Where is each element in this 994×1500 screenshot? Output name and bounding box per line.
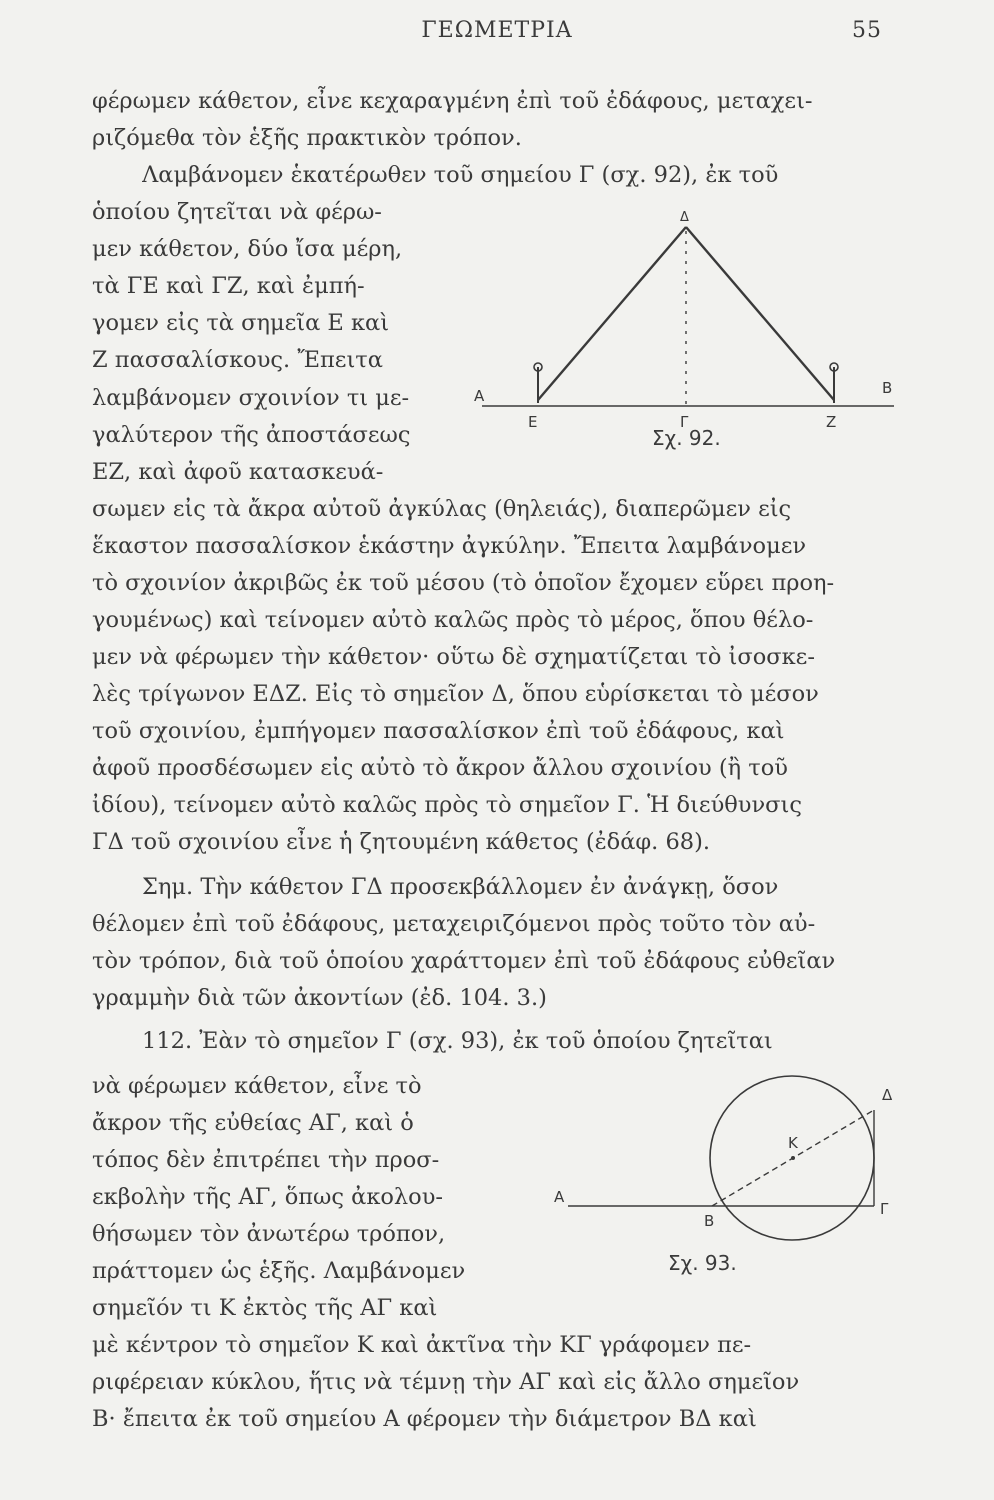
label-g: Γ bbox=[680, 413, 689, 431]
side-ed bbox=[538, 227, 686, 400]
page-number: 55 bbox=[852, 18, 882, 43]
running-header-title: ΓΕΩΜΕΤΡΙΑ bbox=[421, 18, 573, 43]
label-a: Α bbox=[474, 387, 485, 405]
text-line: ριζόμεθα τὸν ἑξῆς πρακτικὸν τρόπον. bbox=[92, 125, 522, 151]
side-dz bbox=[686, 227, 834, 400]
label-e: Ε bbox=[528, 413, 538, 431]
text-line: γαλύτερον τῆς ἀποστάσεως bbox=[92, 422, 411, 448]
text-line: τόπος δὲν ἐπιτρέπει τὴν προσ- bbox=[92, 1147, 440, 1173]
text-line: φέρωμεν κάθετον, εἶνε κεχαραγμένη ἐπὶ τοῦ ἐδάφους, μεταχει- bbox=[92, 88, 813, 114]
text-line: ἄκρον τῆς εὐθείας ΑΓ, καὶ ὁ bbox=[92, 1110, 414, 1136]
text-line: μεν νὰ φέρωμεν τὴν κάθετον· οὕτω δὲ σχηματίζεται τὸ ἰσοσκε- bbox=[92, 644, 815, 670]
text-line: Σημ. Τὴν κάθετον ΓΔ προσεκβάλλομεν ἐν ἀνάγκῃ, ὅσον bbox=[142, 874, 779, 900]
text-line: θήσωμεν τὸν ἀνωτέρω τρόπον, bbox=[92, 1221, 446, 1247]
text-line: 112. Ἐὰν τὸ σημεῖον Γ (σχ. 93), ἐκ τοῦ ὁποίου ζητεῖται bbox=[142, 1028, 773, 1054]
text-line: μὲ κέντρον τὸ σημεῖον Κ καὶ ἀκτῖνα τὴν ΚΓ γράφομεν πε- bbox=[92, 1332, 752, 1358]
figure-92-caption: Σχ. 92. bbox=[652, 426, 721, 450]
text-line: τὸ σχοινίον ἀκριβῶς ἐκ τοῦ μέσου (τὸ ὁποῖον ἔχομεν εὕρει προη- bbox=[92, 570, 835, 596]
text-line: Ζ πασσαλίσκους. Ἔπειτα bbox=[92, 347, 383, 373]
center-k bbox=[791, 1156, 795, 1160]
label-d: Δ bbox=[882, 1086, 893, 1104]
text-line: σημεῖόν τι Κ ἐκτὸς τῆς ΑΓ καὶ bbox=[92, 1295, 438, 1321]
text-line: ὁποίου ζητεῖται νὰ φέρω- bbox=[92, 199, 382, 225]
label-b: Β bbox=[704, 1212, 715, 1230]
text-line: τὸν τρόπον, διὰ τοῦ ὁποίου χαράττομεν ἐπὶ τοῦ ἐδάφους εὐθεῖαν bbox=[92, 948, 836, 974]
text-line: νὰ φέρωμεν κάθετον, εἶνε τὸ bbox=[92, 1073, 422, 1099]
text-line: λὲς τρίγωνον ΕΔΖ. Εἰς τὸ σημεῖον Δ, ὅπου εὑρίσκεται τὸ μέσον bbox=[92, 681, 819, 707]
text-line: ριφέρειαν κύκλου, ἥτις νὰ τέμνῃ τὴν ΑΓ καὶ εἰς ἄλλο σημεῖον bbox=[92, 1369, 800, 1395]
text-line: θέλομεν ἐπὶ τοῦ ἐδάφους, μεταχειριζόμενοι πρὸς τοῦτο τὸν αὐ- bbox=[92, 911, 816, 937]
text-line: λαμβάνομεν σχοινίον τι με- bbox=[92, 385, 410, 411]
text-line: ἀφοῦ προσδέσωμεν εἰς αὐτὸ τὸ ἄκρον ἄλλου σχοινίου (ἢ τοῦ bbox=[92, 755, 788, 781]
text-line: ἰδίου), τείνομεν αὐτὸ καλῶς πρὸς τὸ σημεῖον Γ. Ἡ διεύθυνσις bbox=[92, 792, 802, 818]
label-d: Δ bbox=[680, 210, 689, 225]
text-line: ἕκαστον πασσαλίσκον ἑκάστην ἀγκύλην. Ἔπειτα λαμβάνομεν bbox=[92, 533, 807, 559]
figure-93-caption: Σχ. 93. bbox=[668, 1251, 737, 1275]
text-line: Β· ἔπειτα ἐκ τοῦ σημείου Α φέρομεν τὴν διάμετρον ΒΔ καὶ bbox=[92, 1406, 757, 1432]
text-line: πράττομεν ὡς ἑξῆς. Λαμβάνομεν bbox=[92, 1258, 466, 1284]
text-line: γουμένως) καὶ τείνομεν αὐτὸ καλῶς πρὸς τὸ μέρος, ὅπου θέλο- bbox=[92, 607, 814, 633]
label-z: Ζ bbox=[826, 413, 837, 431]
text-line: μεν κάθετον, δύο ἴσα μέρη, bbox=[92, 236, 403, 262]
text-line: εκβολὴν τῆς ΑΓ, ὅπως ἀκολου- bbox=[92, 1184, 444, 1210]
text-line: ΓΔ τοῦ σχοινίου εἶνε ἡ ζητουμένη κάθετος (ἐδάφ. 68). bbox=[92, 829, 711, 855]
text-line: γομεν εἰς τὰ σημεῖα Ε καὶ bbox=[92, 310, 390, 336]
text-line: Λαμβάνομεν ἑκατέρωθεν τοῦ σημείου Γ (σχ. 92), ἐκ τοῦ bbox=[142, 162, 779, 188]
label-k: Κ bbox=[788, 1134, 798, 1152]
text-line: ΕΖ, καὶ ἀφοῦ κατασκευά- bbox=[92, 459, 384, 485]
label-g: Γ bbox=[880, 1200, 889, 1218]
figure-93 bbox=[540, 1070, 920, 1290]
text-line: τοῦ σχοινίου, ἐμπήγομεν πασσαλίσκον ἐπὶ τοῦ ἐδάφους, καὶ bbox=[92, 718, 785, 744]
figure-92 bbox=[470, 205, 910, 455]
label-a: Α bbox=[554, 1188, 565, 1206]
text-line: σωμεν εἰς τὰ ἄκρα αὐτοῦ ἀγκύλας (θηλειάς), διαπερῶμεν εἰς bbox=[92, 496, 792, 522]
label-b: B bbox=[882, 379, 893, 397]
text-line: γραμμὴν διὰ τῶν ἀκοντίων (ἐδ. 104. 3.) bbox=[92, 985, 547, 1011]
text-line: τὰ ΓΕ καὶ ΓΖ, καὶ ἐμπή- bbox=[92, 273, 365, 299]
